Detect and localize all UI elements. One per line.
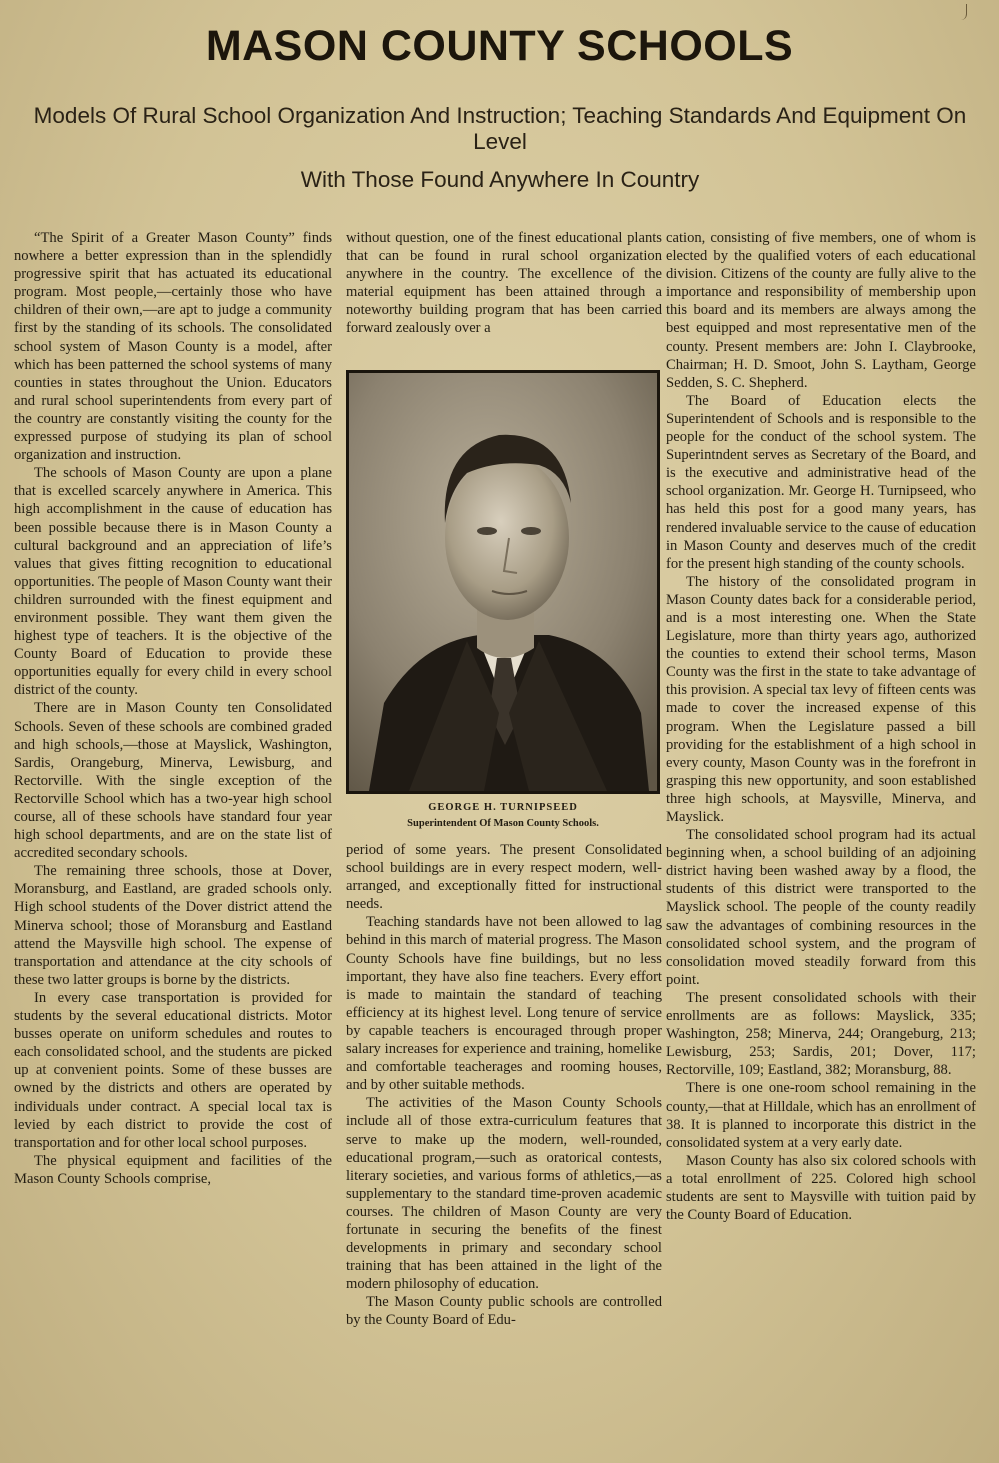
column-3 xyxy=(666,229,976,1224)
paragraph: The activities of the Mason County Schools include all of those extra-curriculum features that serve to make up the modern, well-rounded, educational program,—such as oratorical contests, literary societies, and various forms of athletics,—as supplementary to the standard time-proven academic courses. The children of Mason County are very fortunate in securing the benefits of the finest developments in primary and secondary school training that has been attained in the light of the modern philosophy of education. xyxy=(346,1095,662,1293)
column-2-top xyxy=(346,229,662,338)
paragraph: cation, consisting of five members, one of whom is elected by the qualified voters of each educational division. Citizens of the county are fully alive to the importance and responsibility of membership upon this board and its members are always among the best equipped and most representative men of the county. Present members are: John I. Claybrooke, Chairman; H. D. Smoot, John S. Laytham, George Sedden, S. C. Shepherd. xyxy=(666,230,976,391)
portrait-image xyxy=(349,373,657,791)
paragraph: period of some years. The present Consolidated school buildings are in every respect modern, well-arranged, and exceptionally fitted for instructional needs. xyxy=(346,842,662,913)
paragraph: There are in Mason County ten Consolidated Schools. Seven of these schools are combined graded and high schools,—those at Mayslick, Washington, Sardis, Orangeburg, Minerva, Lewisburg, and Rectorville. With the single exception of the Rectorville School which has a two-year high school course, all of these schools have standard four year high school departments, and are on the state list of accredited secondary schools. xyxy=(14,700,332,862)
column-1 xyxy=(14,229,332,1188)
paragraph: There is one one-room school remaining in the county,—that at Hilldale, which has an enrollment of 38. It is planned to incorporate this district in the consolidated system at a very early date. xyxy=(666,1080,976,1151)
article-subtitle-line2: With Those Found Anywhere In Country xyxy=(300,167,700,192)
paragraph: The remaining three schools, those at Dover, Moransburg, and Eastland, are graded schools only. High school students of the Dover district attend the Minerva school; those of Moransburg and Eastland attend the Maysville high school. The expense of transportation and attendance at the city schools of these two latter groups is borne by the districts. xyxy=(14,863,332,988)
paragraph: without question, one of the finest educational plants that can be found in rural school organization anywhere in the country. The excellence of the material equipment has been attained through a noteworthy building program that has been carried forward zealously over a xyxy=(346,230,662,337)
portrait-photo xyxy=(346,370,660,794)
photo-caption-name: GEORGE H. TURNIPSEED xyxy=(428,802,578,813)
paragraph: The physical equipment and facilities of the Mason County Schools comprise, xyxy=(14,1152,332,1187)
article-subtitle-line1: Models Of Rural School Organization And Instruction; Teaching Standards And Equipment On Level xyxy=(33,103,967,154)
paragraph: The Mason County public schools are controlled by the County Board of Edu- xyxy=(346,1294,662,1329)
paragraph: The schools of Mason County are upon a plane that is excelled scarcely anywhere in America. This high accomplishment in the cause of education has been possible because there is in Mason County a cultural background and an appreciation of life’s values that gives fitting recognition to educational opportunities. The people of Mason County want their children surrounded with the finest equipment and environment possible. They want them given the highest type of teachers. It is the objective of the County Board of Education to provide these opportunities equally for every child in every school district of the county. xyxy=(14,465,332,699)
paragraph: Teaching standards have not been allowed to lag behind in this march of material progress. The Mason County Schools have fine buildings, but no less important, they have also fine teachers. Every effort is made to maintain the standard of teaching efficiency at its highest level. Long tenure of service by capable teachers is encouraged through proper salary increases for experience and training, homelike and comfortable teacherages and rooming houses, and by other suitable methods. xyxy=(346,914,662,1094)
article-title: MASON COUNTY SCHOOLS xyxy=(205,22,794,70)
column-2-bottom xyxy=(346,841,662,1330)
paragraph: The history of the consolidated program in Mason County dates back for a considerable period, and is a most interesting one. When the State Legislature, more than thirty years ago, authorized the counties to extend their school terms, Mason County was the first in the state to take advantage of this provision. A special tax levy of fifteen cents was made to cover the increased expense of this program. When the Legislature passed a bill providing for the establishment of a high school in every county, Mason County was in the forefront in grasping this new opportunity, and soon established three high schools, at Maysville, Minerva, and Mayslick. xyxy=(666,573,976,825)
paragraph: “The Spirit of a Greater Mason County” finds nowhere a better expression than in the splendidly progressive spirit that has actuated its educational program. Most people,—certainly those who have children of their own,—are apt to judge a community first by the standing of its schools. The consolidated school system of Mason County is a model, after which has been patterned the school systems of many counties in states throughout the Union. Educators and rural school superintendents from every part of the country are constantly visiting the county for the expressed purpose of studying its plan of school organization and instruction. xyxy=(14,230,332,464)
page-corner-mark xyxy=(958,4,967,20)
paragraph: In every case transportation is provided for students by the several educational districts. Motor busses operate on uniform schedules and routes to each consolidated school, and the students are picked up at convenient points. Some of these busses are owned by the districts and others are operated by individuals under contract. A special local tax is levied by each district to provide the cost of transportation and for other local school purposes. xyxy=(14,989,332,1151)
paragraph: The Board of Education elects the Superintendent of Schools and is responsible to the people for the conduct of the school system. The Superintndent serves as Secretary of the Board, and is the executive and administrative head of the school organization. Mr. George H. Turnipseed, who has held this post for a good many years, has rendered invaluable service to the cause of education in Mason County and deserves much of the credit for the present high standing of the county schools. xyxy=(666,392,976,572)
paragraph: The consolidated school program had its actual beginning when, a school building of an adjoining district having been washed away by a flood, the students of this district were transported to the Mayslick school. The people of the county readily saw the advantages of combining resources in the consolidated school system, and the program of consolidation moved steadily forward from this point. xyxy=(666,827,976,988)
paragraph: The present consolidated schools with their enrollments are as follows: Mayslick, 335; Washington, 258; Minerva, 244; Orangeburg, 213; Lewisburg, 253; Sardis, 201; Dover, 117; Rectorville, 109; Eastland, 382; Moransburg, 88. xyxy=(666,989,976,1079)
photo-caption-title: Superintendent Of Mason County Schools. xyxy=(407,818,599,829)
paragraph: Mason County has also six colored schools with a total enrollment of 225. Colored high school students are sent to Maysville with tuition paid by the County Board of Education. xyxy=(666,1152,976,1224)
